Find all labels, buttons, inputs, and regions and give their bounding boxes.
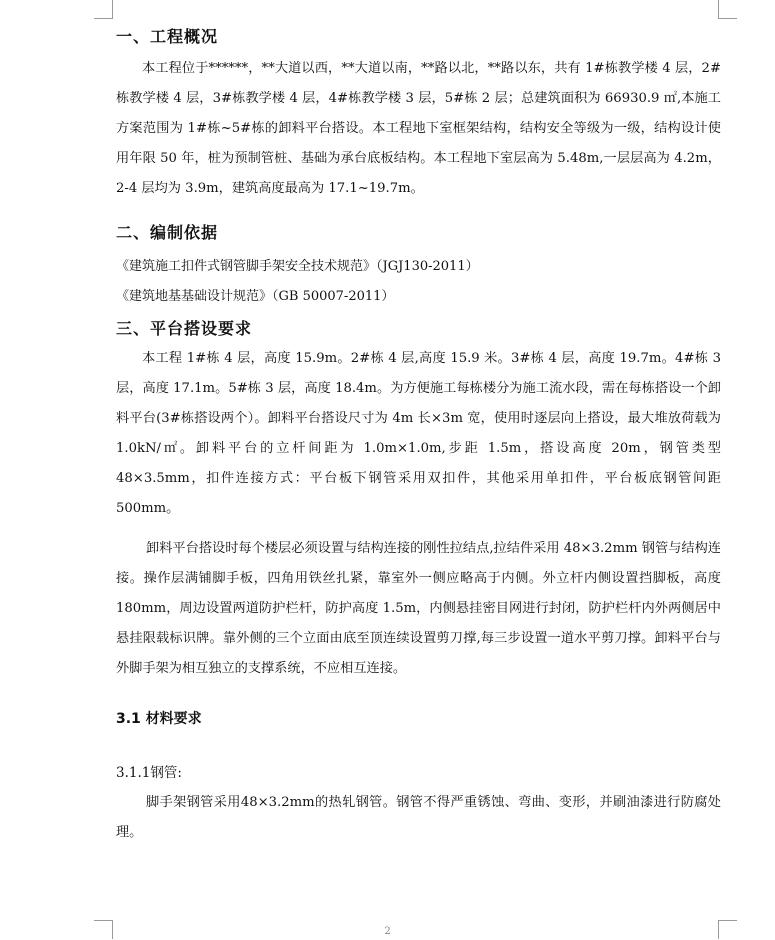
document-body xyxy=(116,22,735,848)
section1-heading: 一、工程概况 xyxy=(116,27,219,46)
section311-paragraph: 脚手架钢管采用48×3.2mm的热轧钢管。钢管不得严重锈蚀、弯曲、变形，并刷油漆进行防腐处理。 xyxy=(116,795,721,840)
page-number: 2 xyxy=(384,926,391,937)
section3-paragraph-2: 卸料平台搭设时每个楼层必须设置与结构连接的刚性拉结点,拉结件采用 48×3.2mm 钢管与结构连接。操作层满铺脚手板，四角用铁丝扎紧，靠室外一侧应略高于内侧。外立杆内侧设置挡脚板，高度 180mm，周边设置两道防护栏杆，防护高度 1.5m，内侧悬挂密目网进行封闭，防护栏杆内外两侧居中悬挂限载标识牌。靠外侧的三个立面由底至顶连续设置剪刀撑,每三步设置一道水平剪刀撑。卸料平台与外脚手架为相互独立的支撑系统，不应相互连接。 xyxy=(116,541,721,676)
crop-mark-top-left xyxy=(94,0,113,19)
section1-paragraph: 本工程位于******，**大道以西，**大道以南，**路以北，**路以东，共有 1#栋教学楼 4 层，2#栋教学楼 4 层，3#栋教学楼 4 层，4#栋教学楼 3 层，5#栋 2 层；总建筑面积为 66930.9 ㎡,本施工方案范围为 1#栋~5#栋的卸料平台搭设。本工程地下室框架结构，结构安全等级为一级，结构设计使用年限 50 年，桩为预制管桩、基础为承台底板结构。本工程地下室层高为 5.48m,一层层高为 4.2m，2-4 层均为 3.9m，建筑高度最高为 17.1~19.7m。 xyxy=(116,61,721,196)
section31-heading: 3.1 材料要求 xyxy=(116,711,202,727)
crop-mark-top-right xyxy=(718,0,737,19)
section3-paragraph-1: 本工程 1#栋 4 层，高度 15.9m。2#栋 4 层,高度 15.9 米。3#栋 4 层，高度 19.7m。4#栋 3 层，高度 17.1m。5#栋 3 层，高度 18.4m。为方便施工每栋楼分为施工流水段，需在每栋搭设一个卸料平台(3#栋搭设两个）。卸料平台搭设尺寸为 4m 长×3m 宽，使用时逐层向上搭设，最大堆放荷载为 1.0kN/㎡。卸料平台的立杆间距为 1.0m×1.0m,步距 1.5m，搭设高度 20m，钢管类型 48×3.5mm，扣件连接方式：平台板下钢管采用双扣件，其他采用单扣件，平台板底钢管间距 500mm。 xyxy=(116,351,735,516)
reference-item: 《建筑施工扣件式钢管脚手架安全技术规范》（JGJ130-2011） xyxy=(116,259,479,274)
section3-heading: 三、平台搭设要求 xyxy=(116,319,253,338)
reference-item: 《建筑地基基础设计规范》（GB 50007-2011） xyxy=(116,289,395,304)
section2-heading: 二、编制依据 xyxy=(116,223,219,242)
section311-heading: 3.1.1钢管: xyxy=(116,765,182,781)
